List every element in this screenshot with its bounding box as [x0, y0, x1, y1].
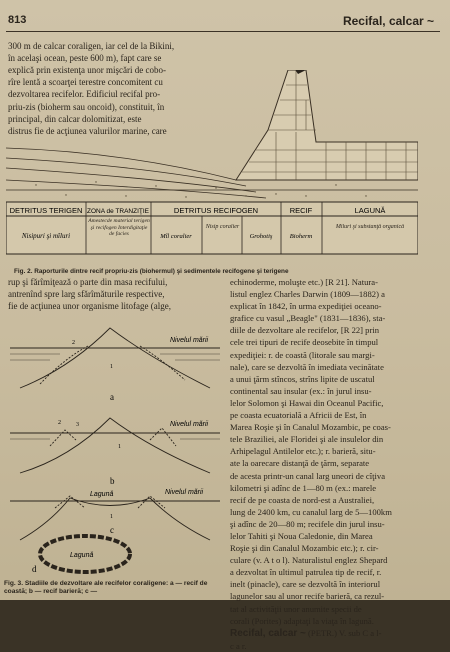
stage-number: 3 [76, 422, 79, 428]
text-line: corali (Porites) adaptaţi la viaţa în lagună. [230, 615, 374, 626]
zone-label: RECIF [289, 206, 313, 215]
text-line: nale), care se dezvoltă în imediata vecinătate [230, 361, 384, 372]
text-line: dezvoltarea recifelor. Edificiul recifal pro- [8, 89, 161, 100]
reef-block [236, 70, 418, 180]
stage-number: 2 [72, 340, 75, 346]
page-number: 813 [8, 14, 27, 26]
text-line: fie de acţiunea unor organisme litofage (alge, [8, 301, 172, 312]
text-line: cele trei tipuri de recife deosebite în timpul [230, 337, 379, 348]
stage-letter: c [110, 525, 114, 535]
stage-letter: b [110, 476, 115, 486]
stage-letter: d [32, 564, 37, 574]
text-line: distrus fie de acţiunea valurilor marine, care [8, 126, 167, 137]
entry-headword: Recifal, calcar ~ [230, 627, 306, 639]
text-line: a dezvoltat în ultimul patrulea tip de recif, r. [230, 567, 382, 578]
left-column-text [8, 276, 218, 313]
zone-label: DETRITUS RECIFOGEN [173, 206, 259, 215]
zone-cell: Bioherm [289, 233, 313, 240]
text-line: rup şi fărîmiţează o parte din masa recifului, [8, 277, 168, 287]
zone-cell: Nisipuri şi mîluri [21, 232, 71, 240]
text-line: inelt (pinacle), care se dezvoltă în interiorul [230, 579, 381, 590]
lagoon-label: Lagună [90, 491, 114, 498]
text-line: principal, din calcar dolomitizat, este [8, 113, 142, 124]
zone-label: LAGUNĂ [354, 206, 386, 215]
text-line: expediţiei: r. de coastă (litorale sau margi- [230, 349, 375, 360]
text-line: grafice cu vasul „Beagle" (1831—1836), sta- [230, 313, 386, 324]
text-line: Roşie şi din Canalul Mozambic etc.); r. cir- [230, 543, 379, 554]
zone-table [6, 202, 418, 254]
text-line: de acesta printr-un canal larg uneori de cîţiva [230, 470, 386, 481]
text-line: continental sau insular (ex.: în jurul insu- [230, 385, 372, 396]
text-line: explicat în 1842, în urma expediţiei oceano- [230, 301, 382, 312]
text-line: recif de pe coasta de nord-est a Australiei, [230, 494, 375, 505]
stage-number: 1 [118, 444, 121, 450]
text-line: lelor Solomon şi Hawai din Oceanul Pacific, [230, 397, 384, 408]
stage-number: 2 [58, 420, 61, 426]
text-line: Arhipelagul Antilelor etc.); r. barieră, situ- [230, 446, 376, 457]
text-line: c a r. [230, 640, 247, 651]
text-line: rîre lentă a scoarţei terestre concomitent cu [8, 77, 163, 88]
sea-level-label: Nivelul mării [170, 337, 209, 344]
text-line: kilometri şi adînc de 1—80 m (ex.: marele [230, 482, 377, 493]
sediment-dots [35, 181, 366, 197]
text-line: priu-zis (bioherm sau oncoid), constituit, în [8, 101, 165, 112]
text-line: pe coasta ecuatorială a Africii de Est, în [230, 410, 367, 421]
reef-stages-figure [10, 318, 220, 576]
stage-number: 1 [110, 364, 113, 370]
text-line: echinoderme, moluşte etc.) [R 21]. Natura- [230, 277, 378, 287]
top-paragraph-continued [8, 64, 230, 137]
lagoon-label: Lagună [70, 552, 94, 559]
text-line: ate la oarecare distanţă de ţărm, separate [230, 458, 370, 469]
sea-level-label: Nivelul mării [165, 489, 204, 496]
zone-label: DETRITUS TERIGEN [9, 206, 83, 215]
zone-cell: Mîl coralier [160, 233, 192, 240]
text-line: Marea Roşie şi în Canalul Mozambic, pe coas- [230, 422, 391, 433]
zone-label: ZONA de TRANZIŢIE [86, 208, 150, 215]
text-line: listul englez Charles Darwin (1809—1882) a [230, 289, 385, 300]
stage-number: 1 [110, 514, 113, 520]
text-line: lelor Tahiti şi Noua Caledonie, din Marea [230, 530, 373, 541]
figure-caption: Fig. 2. Raporturile dintre recif propriu-zis (biohermul) şi sedimentele recifogene şi terigene [14, 268, 289, 275]
text-line: 300 m de calcar coraligen, iar cel de la Bikini, [8, 41, 175, 51]
zone-cell: Nisip coralier [205, 224, 240, 230]
text-line: lagunelor sau al unor recife barieră, ca rezul- [230, 591, 385, 602]
text-line: diile de dezvoltare ale recifelor, [R 22] prin [230, 325, 380, 336]
sea-level-label: Nivelul mării [170, 421, 209, 428]
text-line: a unui ţărm stîncos, strîns lipite de uscatul [230, 373, 375, 384]
entry-reference: (PETR.) V. sub C a l- [308, 627, 382, 638]
text-line: culare (v. A t o l). Naturalistul englez Shepard [230, 555, 388, 566]
top-paragraph [8, 40, 230, 64]
zone-cell: Mîluri şi substanţă organică [335, 224, 405, 230]
right-column-text [230, 276, 440, 652]
text-line: tele Braziliei, ale Floridei şi ale insulelor din [230, 434, 384, 445]
text-line: şi adînc de 20—80 m; recifele din jurul insu- [230, 518, 385, 529]
figure-caption: Fig. 3. Stadiile de dezvoltare ale recifelor coraligene: a — recif de coastă; b — recif barieră; c — [4, 580, 208, 595]
zone-cell: Amestecde material terigen şi recifogen Interdigitaţie de facies [88, 218, 150, 238]
stage-letter: a [110, 392, 114, 402]
text-line: în acelaşi ocean, peste 600 m), fapt care se [8, 53, 162, 64]
stage-c [10, 496, 220, 540]
text-line: explică prin existenţa unor mişcări de cobo- [8, 65, 166, 75]
text-line: lung de 2400 km, cu canalul larg de 5—100km [230, 506, 392, 517]
zone-cell: Grohotiş [249, 233, 273, 240]
text-line: antrenînd spre larg sfărîmăturile respective, [8, 289, 165, 300]
header-rule [6, 31, 440, 32]
dictionary-entry [230, 627, 440, 640]
running-head: Recifal, calcar ~ [342, 14, 434, 28]
text-line: tat al activităţii unor anumite specii de [230, 603, 362, 614]
